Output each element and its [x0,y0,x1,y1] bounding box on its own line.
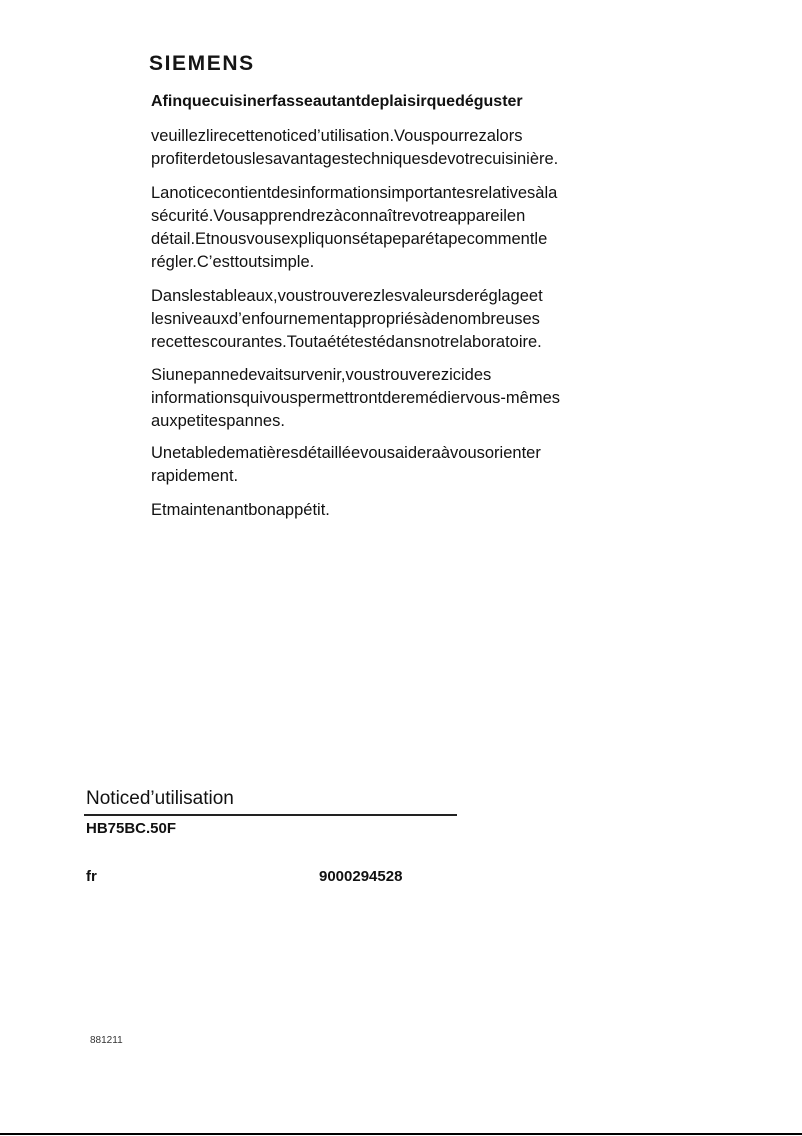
print-code: 881211 [90,1035,123,1046]
intro-paragraph-6 [151,499,330,522]
text-line: régler.C’esttoutsimple. [151,253,315,271]
intro-paragraph-5 [151,442,541,488]
text-line: rapidement. [151,467,239,485]
text-line: lesniveauxd’enfournementappropriésàdenombreuses [151,310,540,328]
intro-paragraph-4 [151,364,560,433]
language-code: fr [86,868,97,885]
text-line: Siunepannedevaitsurvenir,voustrouverezicides [151,366,492,384]
title-underline [84,814,457,816]
intro-paragraph-1 [151,125,558,171]
model-number: HB75BC.50F [86,820,177,837]
text-line: Danslestableaux,voustrouverezlesvaleursderéglageet [151,287,543,305]
text-line: sécurité.Vousapprendrezàconnaîtrevotreappareilen [151,207,526,225]
text-line: Etmaintenantbonappétit. [151,501,330,519]
document-number: 9000294528 [319,868,403,885]
text-line: profiterdetouslesavantagestechniquesdevotrecuisinière. [151,150,559,168]
text-line: auxpetitespannes. [151,412,285,430]
siemens-logo: SIEMENS [149,52,255,75]
text-line: recettescourantes.Toutaététestédansnotrelaboratoire. [151,333,542,351]
text-line: Unetabledematièresdétailléevousaideraàvousorienter [151,444,541,462]
intro-paragraph-2 [151,182,557,274]
intro-paragraph-3 [151,285,543,354]
page-bottom-rule [0,1133,802,1135]
document-title: Noticed’utilisation [86,788,234,809]
text-line: informationsquivouspermettrontderemédiervous-mêmes [151,389,561,407]
text-line: veuillezlirecettenoticed’utilisation.Vouspourrezalors [151,127,523,145]
text-line: détail.Etnousvousexpliquonsétapeparétapecommentle [151,230,548,248]
text-line: Lanoticecontientdesinformationsimportantesrelativesàla [151,184,558,202]
intro-heading: Afinquecuisinerfasseautantdeplaisirquedéguster [151,93,523,110]
